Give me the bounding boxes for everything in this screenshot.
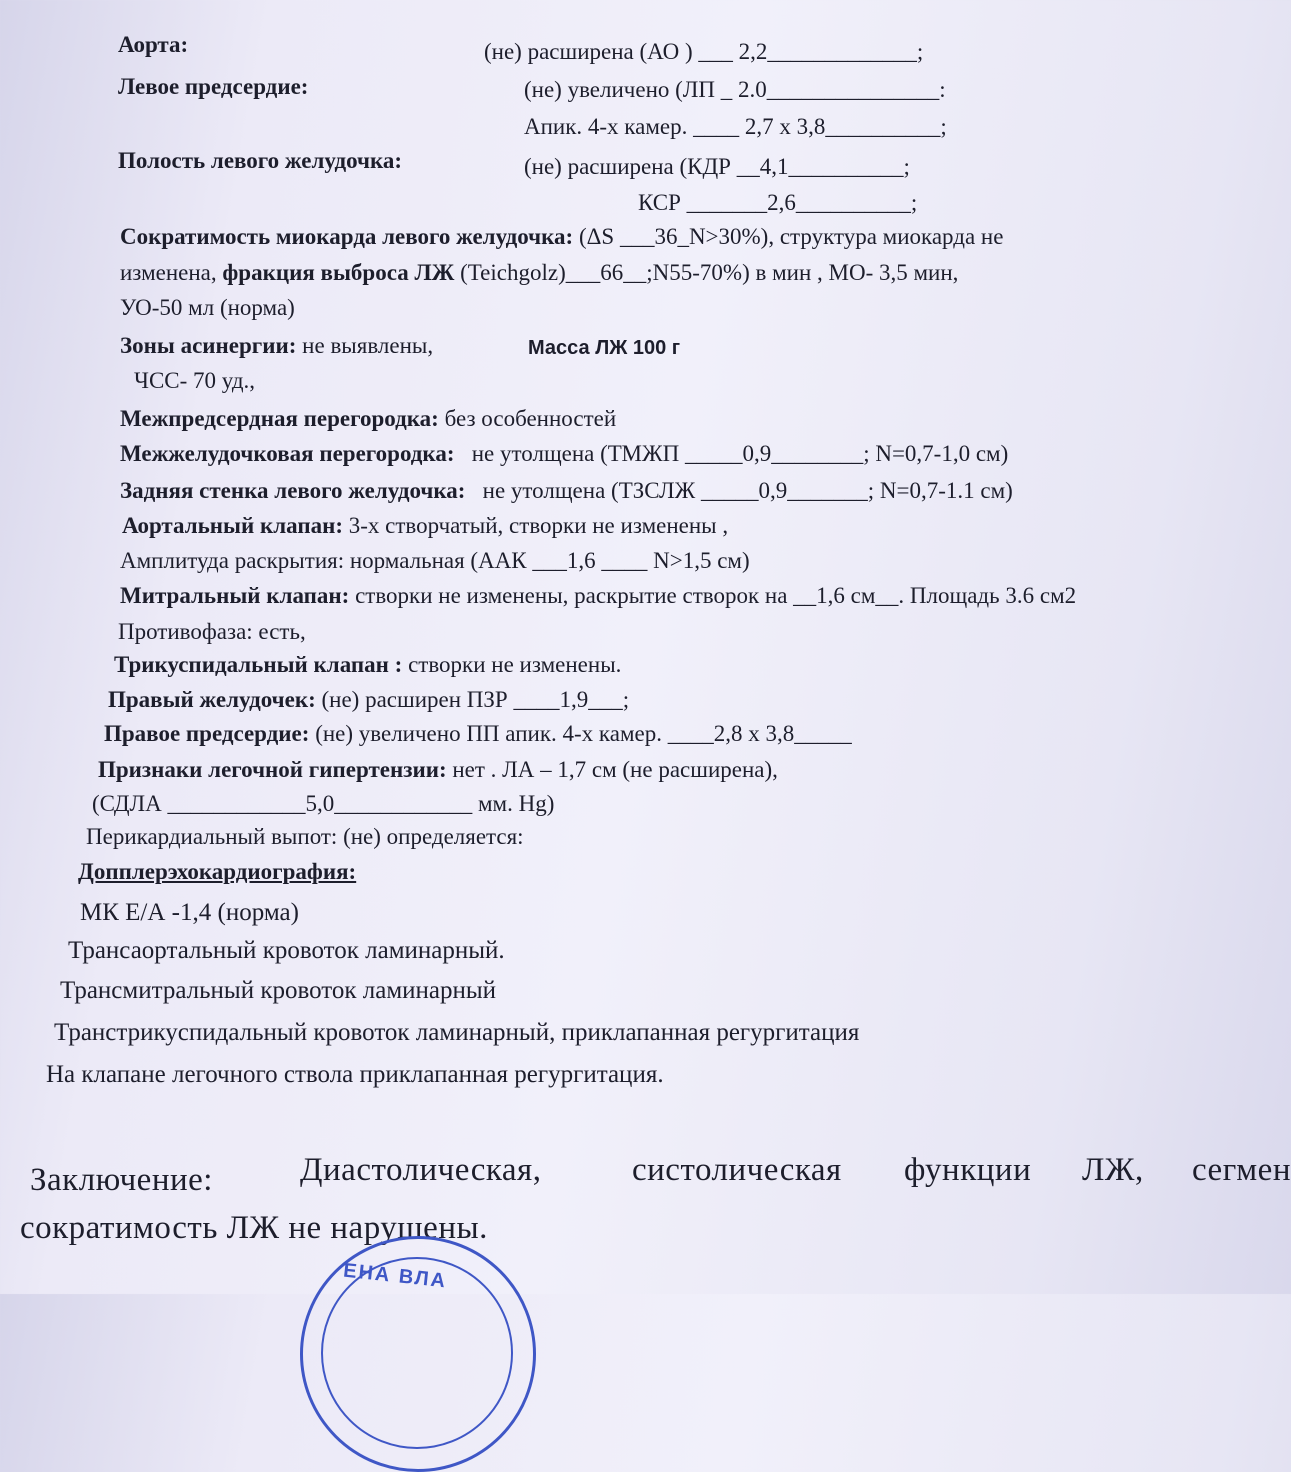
ph-line: Признаки легочной гипертензии: нет . ЛА – 1,7 см (не расширена),: [98, 757, 778, 782]
ivs-line: Межжелудочковая перегородка: не утолщена (ТМЖП _____0,9________; N=0,7-1,0 см): [120, 441, 1009, 466]
uo-line: УО-50 мл (норма): [120, 295, 295, 320]
conclusion-word-2: систолическая: [632, 1152, 842, 1188]
conclusion-label: Заключение:: [30, 1162, 213, 1198]
antiphase-line: Противофаза: есть,: [118, 619, 306, 644]
ias-line: Межпредсердная перегородка: без особенностей: [120, 406, 617, 431]
lv-cavity-value: (не) расширена (КДР __4,1__________;: [524, 154, 910, 179]
conclusion-line-2: сократимость ЛЖ не нарушены.: [20, 1210, 488, 1246]
lv-cavity-label: Полость левого желудочка:: [118, 148, 403, 173]
transaortic-line: Трансаортальный кровоток ламинарный.: [68, 937, 505, 964]
stamp-text: ЕНА ВЛА: [342, 1259, 449, 1293]
amplitude-line: Амплитуда раскрытия: нормальная (ААК ___1,6 ____ N>1,5 см): [120, 548, 750, 573]
la-apical: Апик. 4-х камер. ____ 2,7 x 3,8__________;: [524, 114, 947, 139]
effusion-line: Перикардиальный выпот: (не) определяется:: [86, 824, 524, 849]
mk-line: МК Е/А -1,4 (норма): [80, 899, 299, 926]
lv-mass: Масса ЛЖ 100 г: [528, 337, 681, 359]
la-value: (не) увеличено (ЛП _ 2.0_______________:: [524, 77, 946, 102]
rv-line: Правый желудочек: (не) расширен ПЗР ____1,9___;: [108, 687, 630, 712]
conclusion-word-4: ЛЖ,: [1082, 1152, 1144, 1188]
av-line: Аортальный клапан: 3-х створчатый, створки не изменены ,: [122, 513, 729, 538]
sdla-line: (СДЛА ____________5,0____________ мм. Hg): [92, 791, 555, 816]
asynergy-line: Зоны асинергии: не выявлены,: [120, 333, 434, 358]
tv-line: Трикуспидальный клапан : створки не изменены.: [114, 652, 622, 677]
pw-line: Задняя стенка левого желудочка: не утолщена (ТЗСЛЖ _____0,9_______; N=0,7-1.1 см): [120, 478, 1013, 503]
aorta-value: (не) расширена (АО ) ___ 2,2_____________;: [484, 39, 924, 64]
aorta-label: Аорта:: [118, 32, 189, 57]
ksr-value: КСР _______2,6__________;: [638, 190, 918, 215]
mv-line: Митральный клапан: створки не изменены, раскрытие створок на __1,6 см__. Площадь 3.6 см2: [120, 583, 1077, 608]
transtricuspid-line: Транстрикуспидальный кровоток ламинарный, приклапанная регургитация: [54, 1019, 860, 1046]
conclusion-word-1: Диастолическая,: [300, 1152, 542, 1188]
contractility-line: Сократимость миокарда левого желудочка: (ΔS ___36_N>30%), структура миокарда не: [120, 224, 1004, 249]
stamp: [300, 1236, 536, 1472]
ef-line: изменена, фракция выброса ЛЖ (Teichgolz)___66__;N55-70%) в мин , МО- 3,5 мин,: [120, 260, 959, 285]
hr-line: ЧСС- 70 уд.,: [134, 368, 256, 393]
la-label: Левое предсердие:: [118, 74, 309, 99]
conclusion-word-5: сегмен: [1192, 1152, 1291, 1188]
doppler-heading: Допплерэхокардиография:: [78, 859, 357, 884]
pulmonary-line: На клапане легочного ствола приклапанная регургитация.: [46, 1061, 664, 1088]
conclusion-word-3: функции: [904, 1152, 1032, 1188]
transmitral-line: Трансмитральный кровоток ламинарный: [60, 977, 497, 1004]
ra-line: Правое предсердие: (не) увеличено ПП апик. 4-х камер. ____2,8 x 3,8_____: [104, 721, 852, 746]
